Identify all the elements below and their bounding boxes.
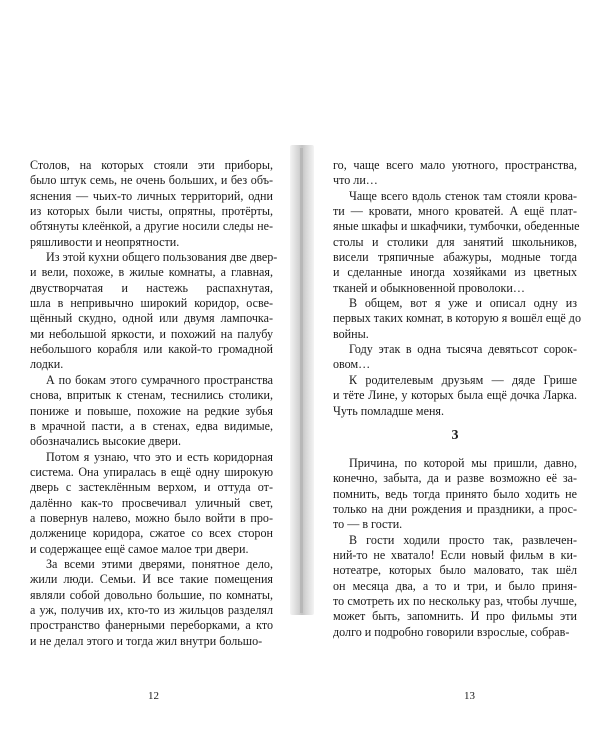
- text-line: жили люди. Семьи. И все такие помещения: [30, 572, 273, 587]
- paragraph: [333, 373, 577, 419]
- text-line: Году этак в одна тысяча девятьсот сорок-: [349, 342, 577, 357]
- text-line: и вели, похоже, в жилые комнаты, а главная,: [30, 265, 273, 280]
- right-page-text-after: [333, 456, 577, 640]
- text-line: может быть, запомнить. И про фильмы эти: [333, 609, 577, 624]
- text-line: тканей и обыкновенной проволоки…: [333, 280, 525, 295]
- text-line: нотеатре, которых было маловато, так шёл: [333, 563, 577, 578]
- text-line: то — в гости.: [333, 517, 403, 532]
- text-line: щённый скудно, одной или двумя лампочка-: [30, 311, 273, 326]
- paragraph: [333, 188, 580, 296]
- text-line: яные шкафы и шкафчики, тумбочки, обеденные: [333, 219, 580, 234]
- text-line: двустворчатая и настежь распахнутая,: [30, 280, 273, 295]
- text-line: и тёте Лине, у которых была ещё дочка Ларка.: [333, 388, 577, 403]
- text-line: К родителевым друзьям — дяде Грише: [349, 372, 577, 387]
- text-line: пространство фанерными переборками, а кто: [30, 618, 273, 633]
- text-line: то смотреть их по нескольку раз, чтобы лучше,: [333, 593, 577, 608]
- text-line: войны.: [333, 326, 369, 341]
- text-line: Потом я узнаю, что это и есть коридорная: [46, 449, 273, 464]
- paragraph: [30, 158, 273, 250]
- paragraph: [333, 296, 582, 342]
- right-page-number: 13: [464, 690, 475, 702]
- text-line: ний-то не хватало! Если новый фильм в ки-: [333, 547, 577, 562]
- text-line: висели тряпичные абажуры, модные тогда: [333, 250, 577, 265]
- paragraph: [30, 557, 273, 649]
- left-page-number: 12: [148, 690, 159, 702]
- text-line: В гости ходили просто так, развлечен-: [349, 532, 577, 547]
- text-line: В общем, вот я уже и описал одну из: [349, 296, 577, 311]
- text-line: долго и подробно говорили взрослые, собрав-: [333, 624, 570, 639]
- paragraph: [30, 373, 273, 450]
- text-line: снова, впритык к стенам, теснились столики,: [30, 388, 273, 403]
- text-line: первых таких комнат, в которую я вошёл ещё до: [333, 311, 582, 326]
- text-line: из которых были чисты, опрятны, протёрты,: [30, 204, 273, 219]
- right-page-text-before: [333, 158, 582, 419]
- text-line: система. Она упиралась в ещё одну широкую: [30, 464, 273, 479]
- text-line: в мрачной пасти, а в стенах, едва видимые,: [30, 418, 273, 433]
- text-line: дверь с застеклённым верхом, и оттуда от-: [30, 480, 273, 495]
- text-line: и сделанные иногда хозяйками из цветных: [333, 265, 577, 280]
- text-line: было штук семь, не очень больших, и без объ-: [30, 173, 273, 188]
- text-line: что ли…: [333, 173, 378, 188]
- text-line: обтянуты клеёнкой, а другие носили следы не-: [30, 219, 273, 234]
- text-line: лодки.: [30, 357, 64, 372]
- text-line: За всеми этими дверями, понятное дело,: [46, 556, 273, 571]
- right-page: [333, 158, 582, 640]
- text-line: и содержащее ещё самое малое три двери.: [30, 541, 249, 556]
- left-page: [30, 158, 278, 649]
- text-line: и не делал этого и тогда жил внутри большо-: [30, 633, 263, 648]
- text-line: только на дни рождения и праздники, а прос-: [333, 501, 577, 516]
- text-line: а уж, получив их, кто-то из жильцов разделял: [30, 602, 273, 617]
- text-line: помнить, ведь тогда принято было ходить не: [333, 486, 577, 501]
- text-line: являли собой довольно большие, по комнаты,: [30, 587, 273, 602]
- text-line: он месяца два, а то и три, и было приня-: [333, 578, 577, 593]
- text-line: ряшливости и неопрятности.: [30, 234, 180, 249]
- text-line: обозначались высокие двери.: [30, 434, 182, 449]
- text-line: далённо как-то просвечивал уличный свет,: [30, 495, 273, 510]
- chapter-heading: 3: [451, 427, 459, 443]
- paragraph: [333, 342, 577, 373]
- paragraph: [30, 250, 278, 373]
- text-line: Столов, на которых стояли эти приборы,: [30, 158, 273, 172]
- text-line: Причина, по которой мы пришли, давно,: [349, 455, 577, 470]
- text-line: Из этой кухни общего пользования две двер-: [46, 250, 278, 265]
- text-line: шла в непривычно широкий коридор, осве-: [30, 296, 273, 311]
- text-line: конечно, забыта, да и разве возможно её за-: [333, 471, 577, 486]
- text-line: А по бокам этого сумрачного пространства: [46, 372, 273, 387]
- text-line: ти — кровати, много кроватей. А ещё плат-: [333, 204, 577, 219]
- text-line: яснения — чьих-то личных территорий, одни: [30, 188, 273, 203]
- text-line: столы и столики для занятий школьников,: [333, 234, 577, 249]
- text-line: Чуть помладше меня.: [333, 403, 445, 418]
- gutter-fold-line: [300, 148, 303, 613]
- text-line: Чаще всего вдоль стенок там стояли крова-: [349, 188, 577, 203]
- text-line: го, чаще всего мало уютного, пространства,: [333, 158, 577, 172]
- text-line: небольшого корабля или какой-то громадной: [30, 342, 273, 357]
- paragraph: [30, 450, 273, 557]
- paragraph: [333, 533, 577, 640]
- text-line: а повернув налево, можно было войти в про-: [30, 510, 273, 525]
- text-line: долженице коридора, сжатое со всех сторон: [30, 526, 273, 541]
- text-line: овом…: [333, 357, 371, 372]
- text-line: ми небольшой яркости, и похожий на палубу: [30, 326, 273, 341]
- paragraph: [333, 456, 577, 533]
- paragraph: [333, 158, 577, 189]
- left-page-text: [30, 158, 278, 649]
- text-line: пониже и повыше, похожие на редкие зубья: [30, 403, 273, 418]
